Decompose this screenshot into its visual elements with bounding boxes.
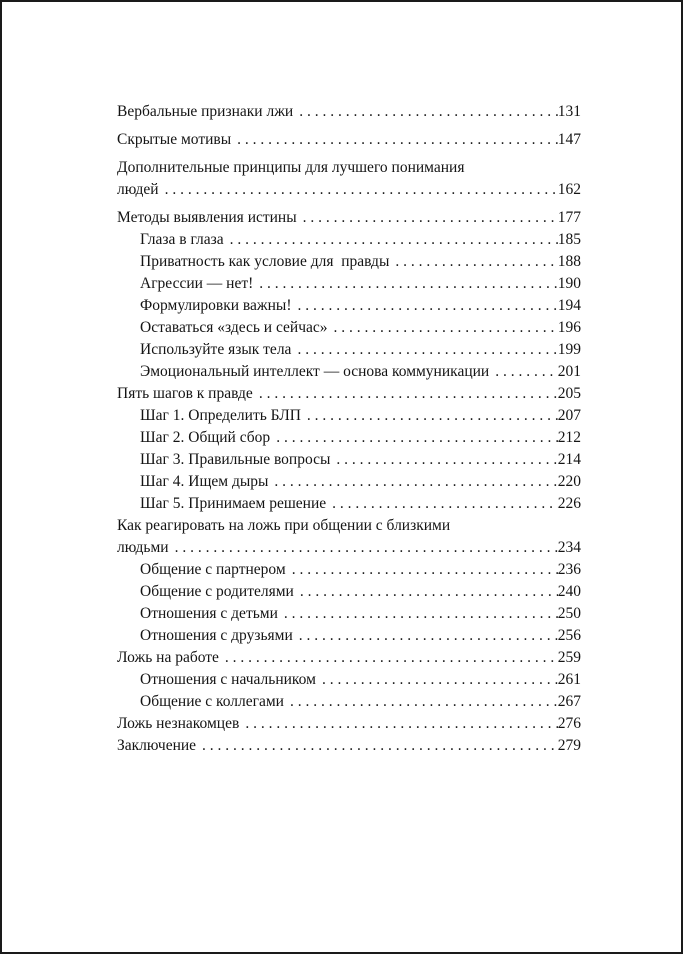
toc-subentry: [117, 449, 581, 471]
toc-subentry: [117, 405, 581, 427]
toc-subentry: [117, 427, 581, 449]
toc-subentry: [117, 493, 581, 515]
dot-leader: [328, 317, 558, 339]
dot-leader: [169, 537, 558, 559]
toc-entry-title: Оставаться «здесь и сейчас»: [140, 319, 328, 336]
toc-entry-page: 188: [557, 253, 581, 270]
toc-subentry: [117, 295, 581, 317]
toc-entry: [117, 735, 581, 757]
toc-entry-page: 205: [557, 385, 581, 402]
toc-entry-page: 207: [557, 407, 581, 424]
toc-entry-page: 131: [557, 103, 581, 120]
toc-entry-page: 214: [557, 451, 581, 468]
dot-leader: [268, 471, 557, 493]
toc-entry-title: Глаза в глаза: [140, 231, 224, 248]
toc-entry-title-continued: людей: [117, 181, 159, 198]
toc-entry-title: Ложь незнакомцев: [117, 715, 240, 732]
toc-subentry: [117, 691, 581, 713]
toc-entry-title: Дополнительные принципы для лучшего понимания: [117, 159, 465, 176]
toc-entry-page: 250: [557, 605, 581, 622]
dot-leader: [284, 691, 558, 713]
dot-leader: [301, 405, 558, 427]
toc-entry-title: Используйте язык тела: [140, 341, 292, 358]
toc-entry-page: 177: [557, 209, 581, 226]
toc-entry-title: Шаг 4. Ищем дыры: [140, 473, 269, 490]
toc-entry-title: Скрытые мотивы: [117, 131, 232, 148]
toc-entry-page: 162: [557, 181, 581, 198]
toc-entry-page: 261: [557, 671, 581, 688]
toc-subentry: [117, 317, 581, 339]
toc-entry-page: 199: [557, 341, 581, 358]
dot-leader: [159, 179, 558, 201]
toc-entry: [117, 129, 581, 151]
dot-leader: [294, 581, 558, 603]
toc-subentry: [117, 361, 581, 383]
toc-entry-title-continued: людьми: [117, 539, 169, 556]
dot-leader: [196, 735, 558, 757]
dot-leader: [291, 339, 557, 361]
dot-leader: [239, 713, 557, 735]
toc-entry-page: 256: [557, 627, 581, 644]
dot-leader: [489, 361, 558, 383]
toc-entry-title: Как реагировать на ложь при общении с близкими: [117, 517, 451, 534]
toc-entry-page: 259: [557, 649, 581, 666]
toc-entry-page: 267: [557, 693, 581, 710]
toc-entry-title: Шаг 2. Общий сбор: [140, 429, 271, 446]
toc-entry-page: 147: [557, 131, 581, 148]
dot-leader: [293, 625, 558, 647]
toc-entry-title: Отношения с начальником: [140, 671, 316, 688]
dot-leader: [292, 295, 558, 317]
toc-entry: [117, 515, 581, 559]
dot-leader: [330, 449, 557, 471]
toc-entry-page: 212: [557, 429, 581, 446]
toc-subentry: [117, 669, 581, 691]
toc-subentry: [117, 559, 581, 581]
toc-entry-page: 220: [557, 473, 581, 490]
toc-entry-title: Общение с партнером: [140, 561, 286, 578]
dot-leader: [316, 669, 558, 691]
toc-entry-title: Пять шагов к правде: [117, 385, 253, 402]
toc-subentry: [117, 603, 581, 625]
toc-entry-title: Отношения с детьми: [140, 605, 278, 622]
toc-entry: [117, 207, 581, 229]
toc-entry-title: Общение с родителями: [140, 583, 294, 600]
toc-entry-page: 279: [557, 737, 581, 754]
toc-entry-title: Отношения с друзьями: [140, 627, 293, 644]
table-of-contents: [117, 101, 581, 757]
toc-entry-title: Шаг 3. Правильные вопросы: [140, 451, 331, 468]
toc-entry-page: 194: [557, 297, 581, 314]
toc-entry-title: Вербальные признаки лжи: [117, 103, 294, 120]
toc-subentry: [117, 251, 581, 273]
dot-leader: [231, 129, 558, 151]
dot-leader: [270, 427, 558, 449]
dot-leader: [293, 101, 558, 123]
toc-entry: [117, 157, 581, 201]
dot-leader: [224, 229, 558, 251]
dot-leader: [253, 273, 557, 295]
toc-subentry: [117, 339, 581, 361]
toc-entry-page: 226: [557, 495, 581, 512]
dot-leader: [278, 603, 558, 625]
toc-entry: [117, 713, 581, 735]
toc-subentry: [117, 581, 581, 603]
toc-entry-title: Общение с коллегами: [140, 693, 284, 710]
toc-entry-title: Ложь на работе: [117, 649, 219, 666]
dot-leader: [219, 647, 558, 669]
toc-entry-page: 236: [557, 561, 581, 578]
toc-entry-page: 196: [557, 319, 581, 336]
toc-entry-page: 190: [557, 275, 581, 292]
toc-subentry: [117, 625, 581, 647]
toc-subentry: [117, 273, 581, 295]
toc-entry-title: Методы выявления истины: [117, 209, 297, 226]
toc-entry: [117, 101, 581, 123]
toc-entry-title: Приватность как условие для правды: [140, 253, 390, 270]
toc-entry: [117, 383, 581, 405]
toc-entry-page: 276: [557, 715, 581, 732]
toc-entry-title: Эмоциональный интеллект — основа коммуникации: [140, 363, 490, 380]
toc-subentry: [117, 471, 581, 493]
dot-leader: [297, 207, 558, 229]
toc-entry-title: Заключение: [117, 737, 197, 754]
toc-subentry: [117, 229, 581, 251]
dot-leader: [286, 559, 558, 581]
toc-entry-page: 240: [557, 583, 581, 600]
toc-entry: [117, 647, 581, 669]
toc-entry-title: Формулировки важны!: [140, 297, 292, 314]
toc-entry-title: Агрессии — нет!: [140, 275, 254, 292]
dot-leader: [326, 493, 558, 515]
toc-entry-page: 234: [557, 539, 581, 556]
toc-entry-title: Шаг 1. Определить БЛП: [140, 407, 301, 424]
toc-entry-page: 185: [557, 231, 581, 248]
dot-leader: [253, 383, 558, 405]
dot-leader: [389, 251, 557, 273]
toc-entry-page: 201: [557, 363, 581, 380]
toc-entry-title: Шаг 5. Принимаем решение: [140, 495, 327, 512]
